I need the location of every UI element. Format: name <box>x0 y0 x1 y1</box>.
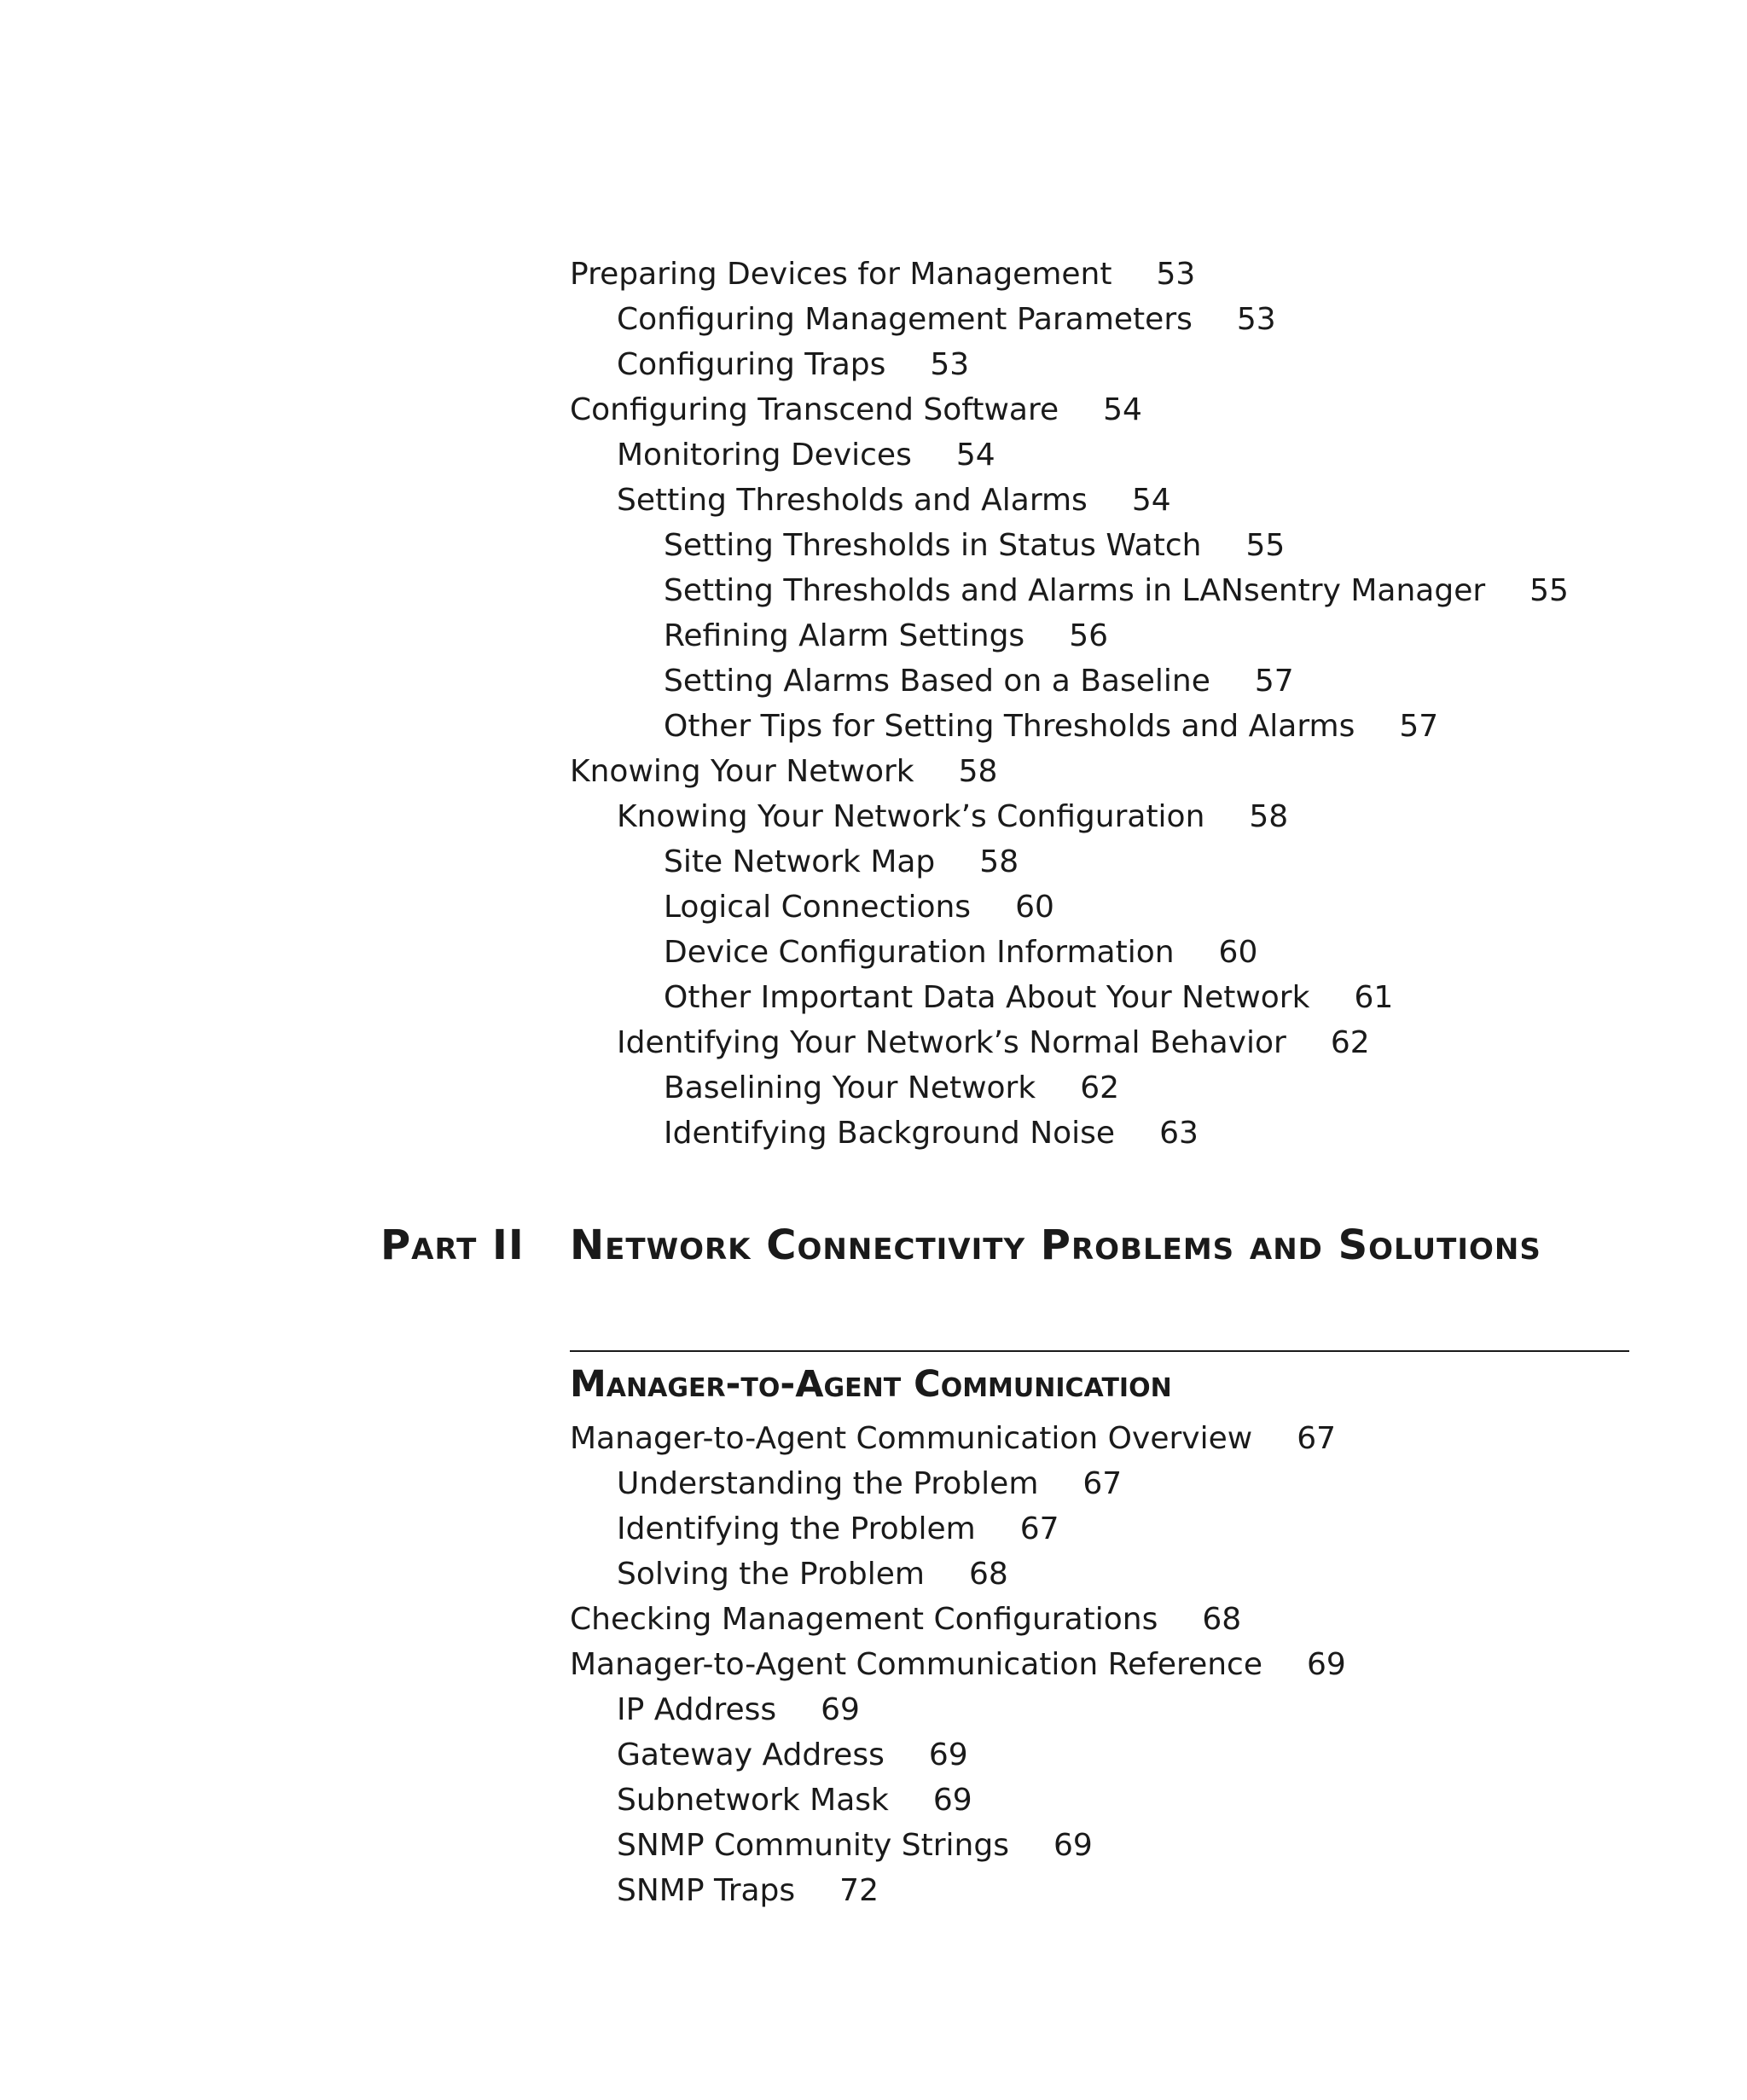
toc-entry-page: 69 <box>928 1737 968 1772</box>
toc-entry <box>570 478 1636 523</box>
toc-entry <box>570 613 1636 658</box>
toc-entry-page: 69 <box>1306 1647 1346 1682</box>
toc-entry-title: Baselining Your Network <box>664 1070 1036 1105</box>
chapter-rule <box>570 1350 1629 1352</box>
toc-entry <box>570 432 1636 478</box>
toc-entry-title: Configuring Traps <box>617 347 886 382</box>
toc-entry-title: SNMP Traps <box>617 1873 796 1908</box>
toc-entry <box>570 1020 1636 1065</box>
toc-entry-title: Identifying Your Network’s Normal Behavior <box>617 1025 1286 1060</box>
toc-entry-page: 69 <box>821 1692 860 1727</box>
toc-entry-title: Subnetwork Mask <box>617 1783 889 1818</box>
toc-entry-title: Setting Thresholds and Alarms in LANsentry Manager <box>664 573 1486 608</box>
toc-entry <box>570 930 1636 975</box>
toc-entry-title: Understanding the Problem <box>617 1466 1039 1501</box>
toc-entry-title: IP Address <box>617 1692 777 1727</box>
toc-entry <box>570 342 1636 387</box>
toc-entry <box>570 1687 1636 1732</box>
toc-entry <box>570 1461 1636 1506</box>
toc-entry-page: 68 <box>969 1557 1008 1592</box>
toc-entry-title: Setting Thresholds and Alarms <box>617 483 1088 518</box>
toc-entry-page: 56 <box>1069 618 1108 653</box>
toc-entry <box>570 704 1636 749</box>
toc-entry <box>570 1868 1636 1913</box>
toc-entry-page: 54 <box>1131 483 1171 518</box>
toc-entry <box>570 297 1636 342</box>
toc-entry-title: Device Configuration Information <box>664 935 1175 970</box>
toc-entry <box>570 658 1636 704</box>
toc-entry-page: 54 <box>1103 392 1142 427</box>
toc-entry <box>570 1506 1636 1552</box>
part-heading <box>0 1215 1747 1275</box>
toc-entry-title: Checking Management Configurations <box>570 1602 1158 1637</box>
toc-entry-title: Identifying Background Noise <box>664 1116 1116 1151</box>
toc-entry-page: 58 <box>979 844 1019 879</box>
toc-entry-page: 57 <box>1254 664 1294 699</box>
toc-entry-page: 67 <box>1082 1466 1123 1501</box>
toc-entry-title: Setting Thresholds in Status Watch <box>664 528 1202 563</box>
toc-entry <box>570 839 1636 885</box>
part-title: Network Connectivity Problems and Solutions <box>570 1221 1541 1269</box>
toc-entry-page: 53 <box>930 347 970 382</box>
toc-entry-title: Preparing Devices for Management <box>570 257 1112 292</box>
toc-entry-page: 54 <box>955 438 995 473</box>
toc-entry-page: 53 <box>1236 302 1276 337</box>
toc-entry-page: 62 <box>1330 1025 1370 1060</box>
toc-entry-page: 62 <box>1080 1070 1120 1105</box>
toc-entry-title: Solving the Problem <box>617 1557 926 1592</box>
toc-entry <box>570 1642 1636 1687</box>
toc-entry-page: 60 <box>1015 890 1054 925</box>
toc-entry-title: Other Important Data About Your Network <box>664 980 1310 1015</box>
toc-entry <box>570 1111 1636 1156</box>
toc-entry <box>570 523 1636 568</box>
toc-entry-page: 55 <box>1529 573 1569 608</box>
toc-entry <box>570 975 1636 1020</box>
toc-entry-title: SNMP Community Strings <box>617 1828 1009 1863</box>
toc-list-bottom <box>570 1416 1636 1913</box>
toc-entry-page: 61 <box>1354 980 1394 1015</box>
toc-entry <box>570 1597 1636 1642</box>
toc-entry-page: 60 <box>1218 935 1258 970</box>
toc-entry <box>570 252 1636 297</box>
toc-entry-page: 68 <box>1202 1602 1242 1637</box>
toc-entry-page: 63 <box>1159 1116 1199 1151</box>
toc-entry-page: 58 <box>1249 799 1289 834</box>
toc-entry-title: Setting Alarms Based on a Baseline <box>664 664 1210 699</box>
toc-entry-title: Manager-to-Agent Communication Overview <box>570 1421 1253 1456</box>
toc-entry-page: 67 <box>1297 1421 1336 1456</box>
toc-entry-title: Identifying the Problem <box>617 1511 976 1546</box>
toc-entry <box>570 749 1636 794</box>
part-label: Part II <box>380 1221 525 1269</box>
toc-entry <box>570 794 1636 839</box>
toc-entry-title: Manager-to-Agent Communication Reference <box>570 1647 1262 1682</box>
toc-entry <box>570 1732 1636 1778</box>
toc-entry-title: Refining Alarm Settings <box>664 618 1025 653</box>
toc-entry-title: Site Network Map <box>664 844 936 879</box>
toc-entry-title: Gateway Address <box>617 1737 885 1772</box>
toc-entry <box>570 568 1636 613</box>
toc-entry-title: Configuring Management Parameters <box>617 302 1193 337</box>
toc-entry <box>570 387 1636 432</box>
toc-entry <box>570 1823 1636 1868</box>
toc-entry-page: 58 <box>958 754 998 789</box>
toc-entry <box>570 1065 1636 1111</box>
chapter-title: Manager-to-Agent Communication <box>570 1363 1172 1406</box>
toc-entry-page: 72 <box>839 1873 879 1908</box>
toc-entry-title: Other Tips for Setting Thresholds and Alarms <box>664 709 1355 744</box>
toc-entry <box>570 885 1636 930</box>
toc-entry-page: 69 <box>1053 1828 1093 1863</box>
toc-entry <box>570 1552 1636 1597</box>
toc-entry-page: 69 <box>932 1783 972 1818</box>
toc-entry-page: 67 <box>1019 1511 1059 1546</box>
toc-list-top <box>570 252 1636 1156</box>
toc-entry-title: Configuring Transcend Software <box>570 392 1059 427</box>
toc-entry-page: 55 <box>1245 528 1286 563</box>
toc-entry-page: 53 <box>1156 257 1196 292</box>
toc-entry-title: Knowing Your Network’s Configuration <box>617 799 1205 834</box>
toc-entry-title: Monitoring Devices <box>617 438 912 473</box>
toc-entry-title: Knowing Your Network <box>570 754 914 789</box>
toc-entry <box>570 1416 1636 1461</box>
toc-entry-title: Logical Connections <box>664 890 972 925</box>
toc-entry-page: 57 <box>1399 709 1439 744</box>
toc-entry <box>570 1778 1636 1823</box>
